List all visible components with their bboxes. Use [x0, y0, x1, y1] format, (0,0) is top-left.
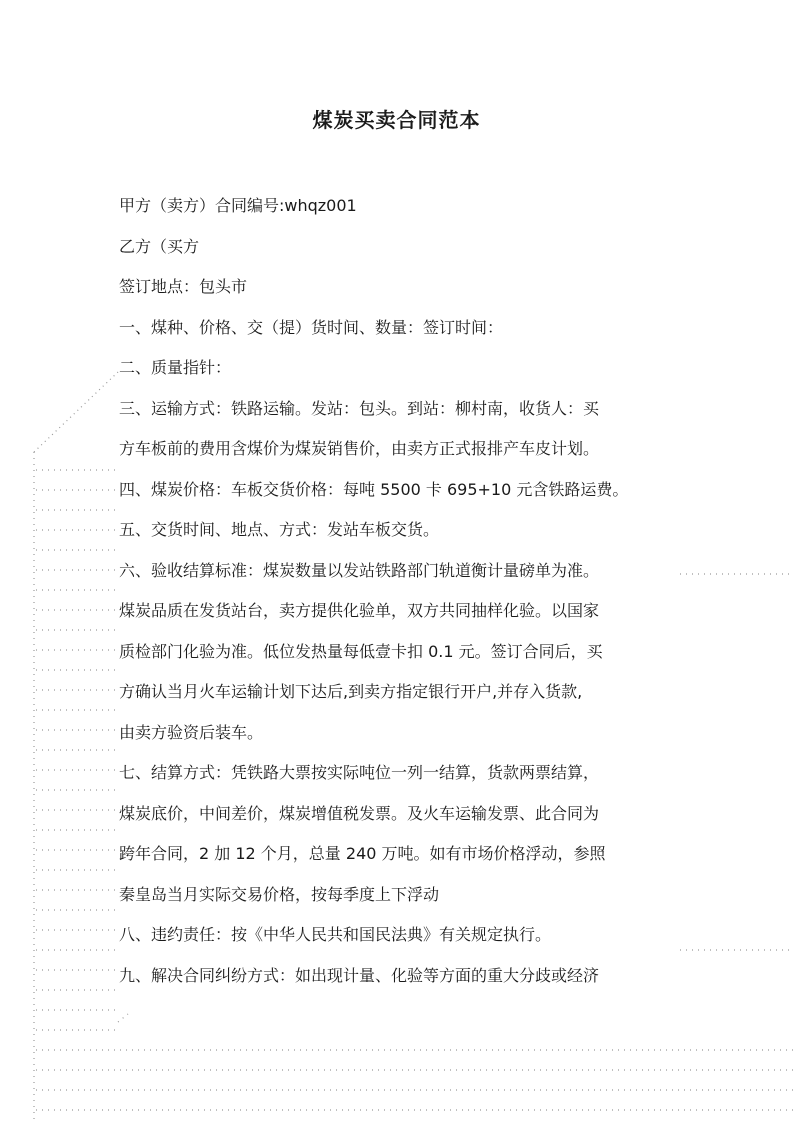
contract-line-clause-6-cont-4: 由卖方验资后装车。 [119, 722, 264, 742]
contract-body [119, 186, 679, 996]
contract-line-clause-6-cont-2: 质检部门化验为准。低位发热量每低壹卡扣 0.1 元。签订合同后，买 [119, 641, 603, 661]
contract-line-clause-5: 五、交货时间、地点、方式：发站车板交货。 [119, 520, 440, 539]
contract-line-clause-6-cont-3: 方确认当月火车运输计划下达后,到卖方指定银行开户,并存入货款, [119, 682, 583, 701]
contract-line-clause-7-cont-1: 煤炭底价，中间差价，煤炭增值税发票。及火车运输发票、此合同为 [119, 803, 600, 823]
contract-line-clause-3-cont: 方车板前的费用含煤价为煤炭销售价，由卖方正式报排产车皮计划。 [119, 439, 600, 458]
contract-line-clause-3: 三、运输方式：铁路运输。发站：包头。到站：柳村南，收货人：买 [119, 398, 600, 418]
contract-line-clause-6-cont-1: 煤炭品质在发货站台，卖方提供化验单，双方共同抽样化验。以国家 [119, 601, 600, 620]
contract-line-clause-7: 七、结算方式：凭铁路大票按实际吨位一列一结算，货款两票结算， [119, 763, 600, 782]
contract-line-clause-2: 二、质量指针： [119, 358, 232, 377]
contract-line-clause-6: 六、验收结算标准：煤炭数量以发站铁路部门轨道衡计量磅单为准。 [119, 560, 600, 580]
contract-line-clause-8: 八、违约责任：按《中华人民共和国民法典》有关规定执行。 [119, 925, 552, 944]
contract-line-clause-7-cont-3: 秦皇岛当月实际交易价格，按每季度上下浮动 [119, 884, 440, 904]
contract-line-clause-7-cont-2: 跨年合同，2 加 12 个月，总量 240 万吨。如有市场价格浮动，参照 [119, 844, 606, 863]
contract-line-party-a: 甲方（卖方）合同编号:whqz001 [119, 196, 357, 215]
contract-line-clause-4: 四、煤炭价格：车板交货价格：每吨 5500 卡 695+10 元含铁路运费。 [119, 479, 629, 499]
contract-line-party-b: 乙方（买方 [119, 236, 200, 256]
contract-line-clause-1: 一、煤种、价格、交（提）货时间、数量：签订时间： [119, 317, 504, 337]
document-title: 煤炭买卖合同范本 [312, 108, 481, 132]
contract-line-clause-9: 九、解决合同纠纷方式：如出现计量、化验等方面的重大分歧或经济 [119, 965, 600, 985]
contract-line-signing-place: 签订地点：包头市 [119, 277, 248, 296]
